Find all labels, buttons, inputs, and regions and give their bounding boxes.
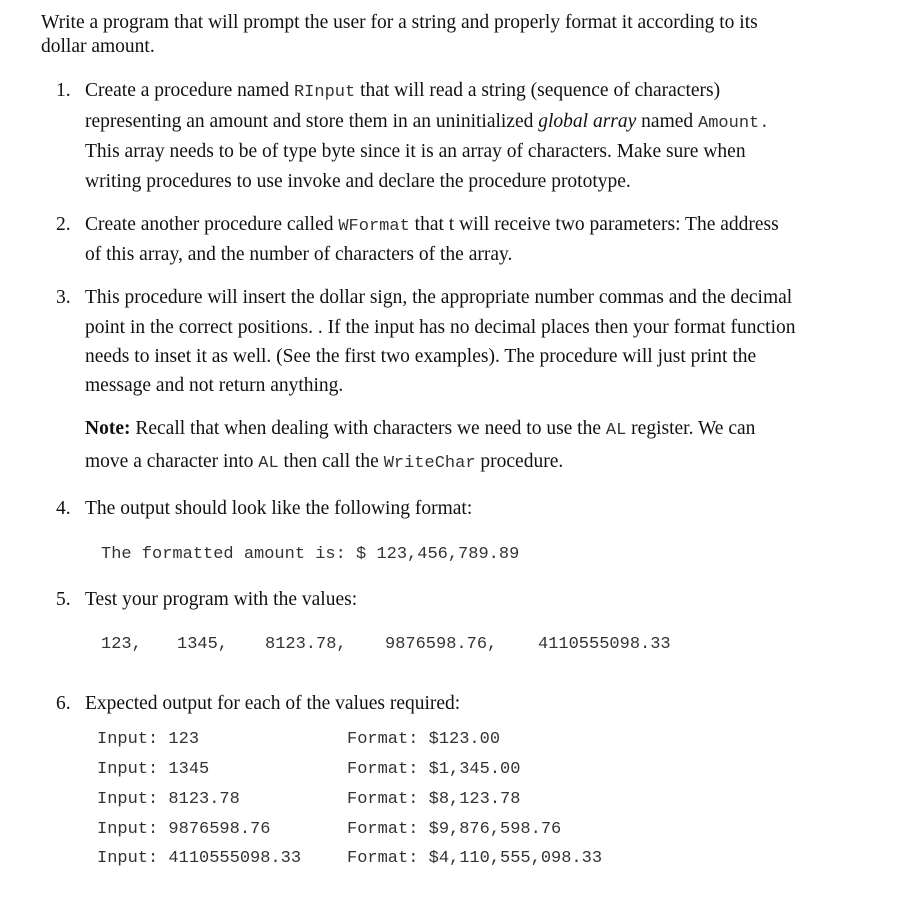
note-label: Note:: [85, 418, 131, 439]
item-3-line-1: This procedure will insert the dollar sign, the appropriate number commas and the decimal: [85, 287, 793, 308]
item-2-number: 2.: [56, 214, 71, 235]
emphasis-global-array: global array: [538, 111, 637, 132]
item-1-line-1: Create a procedure named RInput that will read a string (sequence of characters): [85, 80, 721, 102]
expected-format-4: Format: $9,876,598.76: [347, 820, 562, 839]
code-wformat: WFormat: [338, 217, 410, 236]
item-3-line-2: point in the correct positions. . If the input has no decimal places then your format function: [85, 317, 796, 338]
note-line-1: Note: Recall that when dealing with characters we need to use the AL register. We can: [85, 418, 756, 440]
item-5-number: 5.: [56, 589, 71, 610]
item-3-line-4: message and not return anything.: [85, 375, 344, 396]
item-5-line-1: Test your program with the values:: [85, 589, 358, 610]
test-value-2: 1345,: [177, 635, 229, 654]
test-value-1: 123,: [101, 635, 142, 654]
test-value-5: 4110555098.33: [538, 635, 671, 654]
code-al-2: AL: [258, 454, 279, 473]
item-2-line-2: of this array, and the number of characters of the array.: [85, 244, 513, 265]
expected-input-4: Input: 9876598.76: [97, 820, 271, 839]
code-rinput: RInput: [293, 83, 356, 102]
item-3-line-3: needs to inset it as well. (See the first two examples). The procedure will just print the: [85, 346, 757, 367]
test-value-3: 8123.78,: [265, 635, 347, 654]
item-1-line-3: This array needs to be of type byte since it is an array of characters. Make sure when: [85, 141, 746, 162]
expected-input-2: Input: 1345: [97, 760, 210, 779]
item-4-number: 4.: [56, 498, 71, 519]
expected-input-3: Input: 8123.78: [97, 790, 240, 809]
item-4-line-1: The output should look like the following format:: [85, 498, 473, 519]
item-1-number: 1.: [56, 80, 71, 101]
note-line-2: move a character into AL then call the WriteChar procedure.: [85, 451, 564, 473]
sample-output: The formatted amount is: $ 123,456,789.89: [101, 545, 520, 564]
expected-input-1: Input: 123: [97, 730, 200, 749]
code-amount: Amount: [698, 114, 760, 133]
test-value-4: 9876598.76,: [385, 635, 498, 654]
intro-line-2: dollar amount.: [41, 36, 155, 57]
expected-format-1: Format: $123.00: [347, 730, 501, 749]
code-writechar: WriteChar: [383, 454, 476, 473]
expected-input-5: Input: 4110555098.33: [97, 849, 302, 868]
intro-line-1: Write a program that will prompt the user for a string and properly format it according to its: [41, 12, 758, 33]
code-al: AL: [605, 421, 627, 440]
item-6-number: 6.: [56, 693, 71, 714]
expected-format-3: Format: $8,123.78: [347, 790, 521, 809]
item-1-line-4: writing procedures to use invoke and declare the procedure prototype.: [85, 171, 631, 192]
item-6-line-1: Expected output for each of the values required:: [85, 693, 461, 714]
expected-format-2: Format: $1,345.00: [347, 760, 521, 779]
expected-format-5: Format: $4,110,555,098.33: [347, 849, 603, 868]
item-3-number: 3.: [56, 287, 71, 308]
item-1-line-2: representing an amount and store them in an uninitialized global array named Amount.: [85, 111, 770, 133]
item-2-line-1: Create another procedure called WFormat that t will receive two parameters: The address: [85, 214, 779, 236]
